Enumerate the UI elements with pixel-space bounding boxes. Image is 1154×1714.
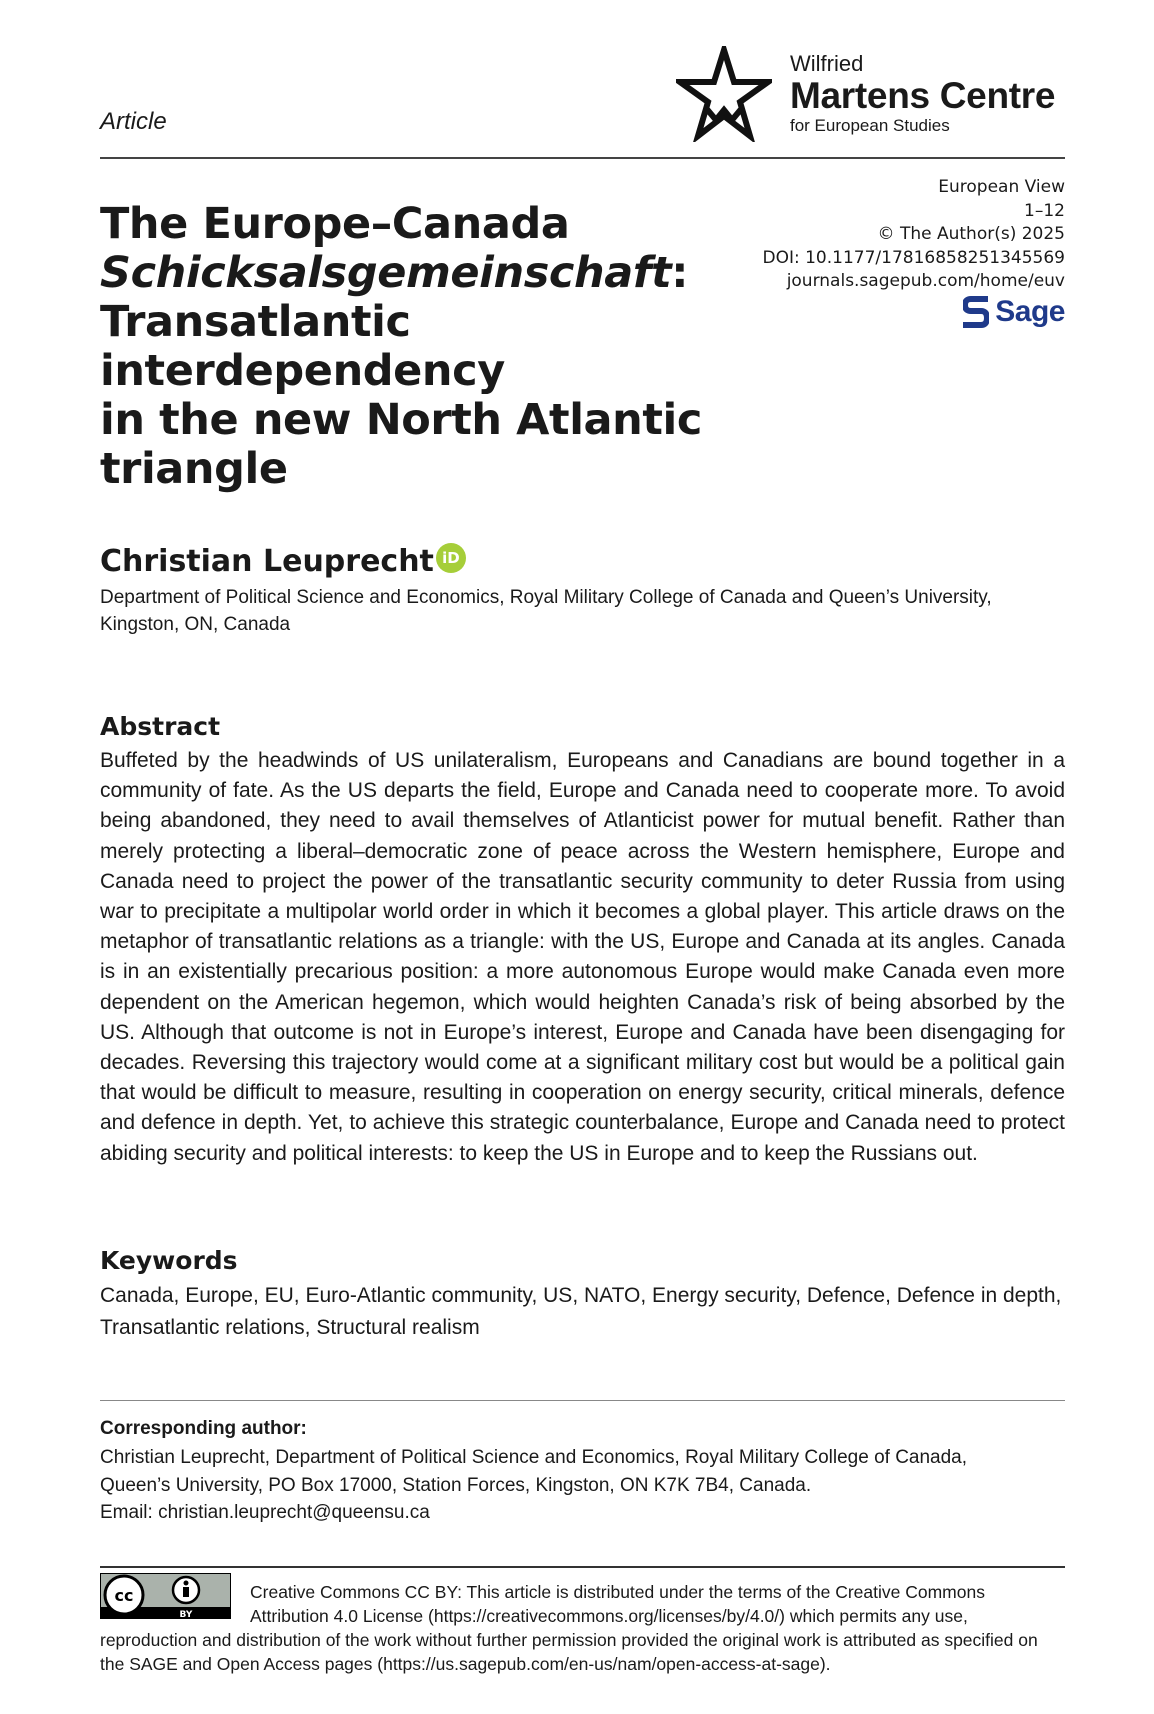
- by-badge-text: BY: [179, 1610, 193, 1619]
- author-affiliation: Department of Political Science and Economics, Royal Military College of Canada and Queen’s University, Kingston, ON, Canada: [100, 587, 992, 635]
- logo-text-line2: Martens Centre: [790, 75, 1056, 116]
- title-line5: triangle: [100, 444, 288, 494]
- logo-text-line1: Wilfried: [790, 51, 864, 76]
- doi[interactable]: DOI: 10.1177/17816858251345569: [762, 247, 1065, 268]
- title-line3: Transatlantic interdependency: [100, 297, 505, 396]
- page-range: 1–12: [1024, 200, 1065, 221]
- sage-logo: [963, 294, 1065, 330]
- corresponding-author-details: [100, 1444, 1065, 1527]
- footnote-divider: [100, 1400, 1065, 1401]
- title-italic-term: Schicksalsgemeinschaft: [100, 248, 672, 298]
- journal-url[interactable]: journals.sagepub.com/home/euv: [786, 271, 1065, 291]
- sage-wordmark: Sage: [995, 295, 1065, 328]
- header-divider: [100, 157, 1065, 159]
- title-colon: :: [671, 248, 689, 298]
- journal-meta: [762, 176, 1065, 294]
- abstract-heading: Abstract: [100, 712, 221, 741]
- license-divider: [100, 1566, 1065, 1568]
- author-line: [100, 544, 466, 579]
- article-title: [100, 200, 740, 494]
- logo-text-line3: for European Studies: [790, 116, 950, 135]
- keywords-text: Canada, Europe, EU, Euro-Atlantic community, US, NATO, Energy security, Defence, Defence in depth, Transatlantic relations, Structural realism: [100, 1284, 1062, 1339]
- article-type-label: Article: [100, 108, 167, 135]
- corresponding-line2: Queen’s University, PO Box 17000, Station Forces, Kingston, ON K7K 7B4, Canada.: [100, 1474, 812, 1496]
- cc-badge-text: cc: [114, 1586, 134, 1605]
- license-text-block: [100, 1580, 1065, 1676]
- orcid-icon[interactable]: iD: [436, 543, 466, 573]
- martens-centre-logo: [676, 46, 1071, 142]
- title-line4: in the new North Atlantic: [100, 395, 702, 445]
- license-text: Creative Commons CC BY: This article is distributed under the terms of the Creative Commons Attribution 4.0 License (https://creativecommons.org/licenses/by/4.0/) which permits any use, reproduction and distribution of the work without further permission provided the original work is attributed as specified on the SAGE and Open Access pages (https://us.sagepub.com/en-us/nam/open-access-at-sage).: [100, 1582, 1038, 1674]
- author-name: Christian Leuprecht: [100, 544, 434, 579]
- keywords-heading: Keywords: [100, 1246, 238, 1275]
- title-line2: [100, 249, 740, 298]
- corresponding-email[interactable]: Email: christian.leuprecht@queensu.ca: [100, 1502, 430, 1523]
- corresponding-author-heading: Corresponding author:: [100, 1418, 307, 1439]
- star-logo-icon: [676, 46, 772, 142]
- journal-name: European View: [938, 177, 1065, 197]
- copyright: © The Author(s) 2025: [877, 224, 1065, 244]
- abstract-text: Buffeted by the headwinds of US unilateralism, Europeans and Canadians are bound together in a community of fate. As the US departs the field, Europe and Canada need to cooperate more. To avoid being abandoned, they need to avail themselves of Atlanticist power for mutual benefit. Rather than merely protecting a liberal–democratic zone of peace across the Western hemisphere, Europe and Canada need to project the power of the transatlantic security community to deter Russia from using war to precipitate a multipolar world order in which it becomes a global player. This article draws on the metaphor of transatlantic relations as a triangle: with the US, Europe and Canada at its angles. Canada is in an existentially precarious position: a more autonomous Europe would make Canada even more dependent on the American hegemon, which would heighten Canada’s risk of being absorbed by the US. Although that outcome is not in Europe’s interest, Europe and Canada have been disengaging for decades. Reversing this trajectory would come at a significant military cost but would be a political gain that would be difficult to measure, resulting in cooperation on energy security, critical minerals, defence and defence in depth. Yet, to achieve this strategic counterbalance, Europe and Canada need to protect abiding security and political interests: to keep the US in Europe and to keep the Russians out.: [100, 749, 1065, 1165]
- corresponding-line1: Christian Leuprecht, Department of Political Science and Economics, Royal Military College of Canada,: [100, 1447, 968, 1468]
- sage-s-icon: [963, 295, 989, 329]
- title-line1: The Europe–Canada: [100, 199, 570, 249]
